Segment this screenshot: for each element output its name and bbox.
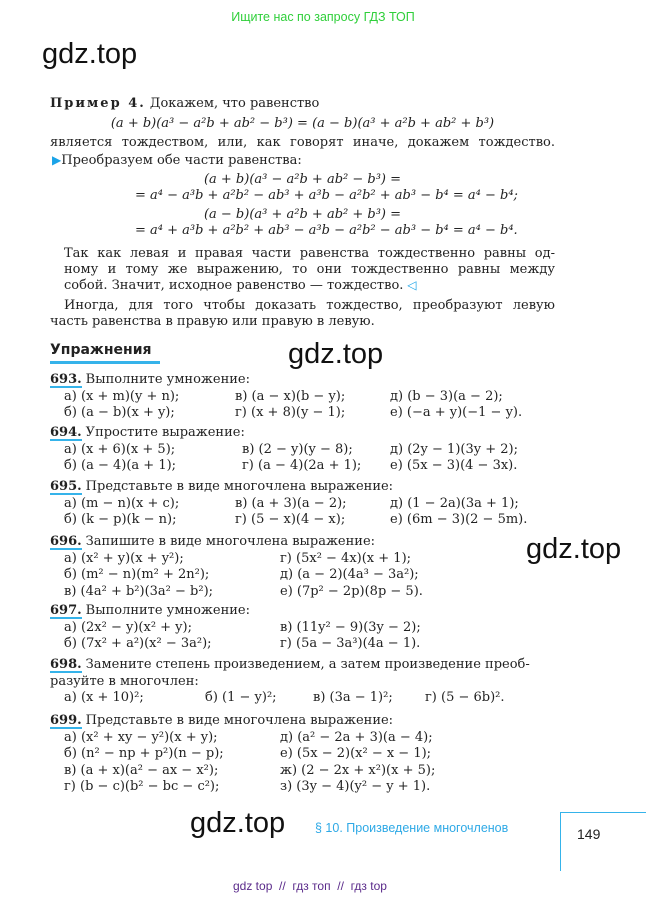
exercise-item: в) (a + x)(a² − ax − x²);: [64, 762, 219, 778]
footer-links[interactable]: gdz top // гдз топ // гдз top: [233, 879, 387, 893]
exercise-title: Выполните умножение:: [85, 372, 250, 387]
exercise-title: Выполните умножение:: [85, 603, 250, 618]
exercise-title: Замените степень произведением, а затем произведение преоб-: [85, 657, 530, 672]
exercise-row: [50, 512, 560, 529]
transform-text: Преобразуем обе части равенства:: [61, 153, 302, 168]
exercise-item: г) (5 − 6b)².: [425, 690, 505, 705]
exercise-item: д) (a² − 2a + 3)(a − 4);: [280, 729, 433, 745]
heading-underline: [50, 361, 160, 364]
section-title: § 10. Произведение многочленов: [315, 821, 509, 835]
exercise-item: г) (5x² − 4x)(x + 1);: [280, 550, 412, 566]
equation-1a: (a + b)(a³ − a²b + ab² − b³) =: [203, 172, 402, 187]
exercise-row: [50, 389, 560, 406]
exercise-694: [50, 425, 560, 475]
exercise-number: 697.: [50, 603, 82, 618]
equation-2b: = a⁴ + a³b + a²b² + ab³ − a³b − a²b² − ab³ − b⁴ = a⁴ − b⁴.: [135, 223, 518, 238]
page-number: 149: [577, 826, 601, 842]
exercise-row: [50, 746, 560, 763]
exercise-row: [50, 567, 560, 584]
exercise-item: б) (a − 4)(a + 1);: [64, 458, 177, 473]
exercise-item: в) (3a − 1)²;: [313, 690, 393, 705]
exercise-item: ж) (2 − 2x + x²)(x + 5);: [280, 762, 436, 778]
exercise-item: б) (k − p)(k − n);: [64, 512, 177, 527]
exercise-item: е) (7p² − 2p)(8p − 5).: [280, 583, 423, 599]
exercise-item: а) (x + 6)(x + 5);: [64, 441, 176, 457]
exercise-item: б) (7x² + a²)(x² − 3a²);: [64, 636, 212, 651]
exercise-item: е) (6m − 3)(2 − 5m).: [390, 512, 528, 527]
exercise-row: [50, 636, 560, 653]
note-line: Иногда, для того чтобы доказать тождество, преобразуют левую: [64, 298, 555, 313]
page-number-box: [560, 812, 646, 871]
note-line: часть равенства в правую или правую в левую.: [50, 314, 375, 329]
conclusion-line: Так как левая и правая части равенства тождественно равны од-: [64, 246, 555, 261]
exercise-item: е) (−a + y)(−1 − y).: [390, 405, 523, 420]
exercise-item: е) (5x − 3)(4 − 3x).: [390, 458, 518, 473]
exercise-title: Представьте в виде многочлена выражение:: [85, 479, 394, 494]
exercise-title-line: [50, 372, 560, 389]
exercise-title-line: [50, 657, 560, 674]
exercise-item: д) (b − 3)(a − 2);: [390, 388, 503, 404]
example-intro: Докажем, что равенство: [149, 96, 320, 111]
exercise-number: 694.: [50, 425, 82, 440]
exercise-item: а) (x² + y)(x + y²);: [64, 550, 184, 566]
exercise-item: в) (4a² + b²)(3a² − b²);: [64, 583, 214, 599]
exercise-row: [50, 779, 560, 796]
conclusion-line: ному и тому же выражению, то они тождественно равны между: [64, 262, 555, 277]
exercise-number: 695.: [50, 479, 82, 494]
exercise-title-line: [50, 479, 560, 496]
exercise-item: е) (5x − 2)(x² − x − 1);: [280, 746, 432, 761]
exercise-item: д) (a − 2)(4a³ − 3a²);: [280, 567, 419, 582]
exercise-row: [50, 620, 560, 637]
watermark-middle: gdz.top: [288, 338, 384, 370]
watermark-top: gdz.top: [42, 38, 138, 70]
conclusion-line: собой. Значит, исходное равенство — тождество.: [64, 278, 404, 293]
exercise-698: [50, 657, 560, 707]
watermark-right: gdz.top: [526, 533, 622, 565]
exercises-heading: Упражнения: [50, 342, 152, 358]
exercise-699: [50, 713, 560, 796]
equation-2a: (a − b)(a³ + a²b + ab² + b³) =: [203, 207, 402, 222]
exercise-item: в) (a − x)(b − y);: [235, 388, 346, 404]
exercise-item: в) (2 − y)(y − 8);: [242, 441, 353, 457]
exercise-696: [50, 534, 560, 600]
exercise-title-line: [50, 534, 560, 551]
exercise-row: [50, 730, 560, 747]
exercise-693: [50, 372, 560, 422]
exercise-title-line: [50, 425, 560, 442]
exercise-item: д) (1 − 2a)(3a + 1);: [390, 495, 519, 511]
exercise-item: г) (5 − x)(4 − x);: [235, 512, 346, 527]
exercise-row: [50, 763, 560, 780]
identity-formula: (a + b)(a³ − a²b + ab² − b³) = (a − b)(a³ + a²b + ab² + b³): [110, 116, 495, 131]
exercise-row: [50, 405, 560, 422]
exercise-row: [50, 496, 560, 513]
exercise-item: б) (a − b)(x + y);: [64, 405, 175, 420]
exercise-item: а) (x + m)(y + n);: [64, 388, 180, 404]
exercise-item: а) (x + 10)²;: [64, 690, 144, 705]
exercise-item: а) (x² + xy − y²)(x + y);: [64, 729, 218, 745]
exercise-row: [50, 551, 560, 568]
exercise-title: Представьте в виде многочлена выражение:: [85, 713, 394, 728]
exercise-item: в) (a + 3)(a − 2);: [235, 495, 347, 511]
exercise-title-line: [50, 603, 560, 620]
exercise-item: б) (n² − np + p²)(n − p);: [64, 746, 224, 761]
exercise-row: [50, 584, 560, 601]
exercise-title: разуйте в многочлен:: [50, 673, 199, 689]
exercise-row: [50, 690, 560, 707]
exercise-item: а) (2x² − y)(x² + y);: [64, 619, 192, 635]
exercise-item: б) (m² − n)(m² + 2n²);: [64, 567, 210, 582]
exercise-695: [50, 479, 560, 529]
exercise-number: 693.: [50, 372, 82, 387]
exercise-title-line: [50, 713, 560, 730]
example-header: [50, 96, 555, 111]
exercise-item: а) (m − n)(x + c);: [64, 495, 180, 511]
proof-start: [52, 153, 302, 168]
exercise-item: б) (1 − y)²;: [205, 690, 277, 705]
watermark-bottom: gdz.top: [190, 807, 286, 839]
example-intro-2: является тождеством, или, как говорят иначе, докажем тождество.: [50, 135, 555, 150]
exercise-item: г) (a − 4)(2a + 1);: [242, 458, 362, 473]
search-banner: Ищите нас по запросу ГДЗ ТОП: [231, 10, 415, 24]
exercise-row: [50, 442, 560, 459]
exercise-item: д) (2y − 1)(3y + 2);: [390, 441, 518, 457]
exercise-title: Запишите в виде многочлена выражение:: [85, 534, 376, 549]
exercise-title: Упростите выражение:: [85, 425, 245, 440]
exercise-item: з) (3y − 4)(y² − y + 1).: [280, 779, 431, 794]
equation-1b: = a⁴ − a³b + a²b² − ab³ + a³b − a²b² + ab³ − b⁴ = a⁴ − b⁴;: [135, 188, 518, 203]
exercise-697: [50, 603, 560, 653]
exercise-title-line: [50, 674, 560, 691]
conclusion-last: [64, 278, 416, 293]
exercise-item: в) (11y² − 9)(3y − 2);: [280, 619, 421, 635]
exercise-number: 698.: [50, 657, 82, 672]
exercise-item: г) (5a − 3a³)(4a − 1).: [280, 636, 421, 651]
exercise-row: [50, 458, 560, 475]
proof-start-triangle-icon: ▶: [52, 153, 62, 167]
example-label: Пример 4.: [50, 96, 146, 111]
exercise-item: г) (x + 8)(y − 1);: [235, 405, 346, 420]
exercise-item: г) (b − c)(b² − bc − c²);: [64, 779, 220, 794]
proof-end-triangle-icon: ◁: [403, 278, 417, 292]
exercise-number: 699.: [50, 713, 82, 728]
exercise-number: 696.: [50, 534, 82, 549]
